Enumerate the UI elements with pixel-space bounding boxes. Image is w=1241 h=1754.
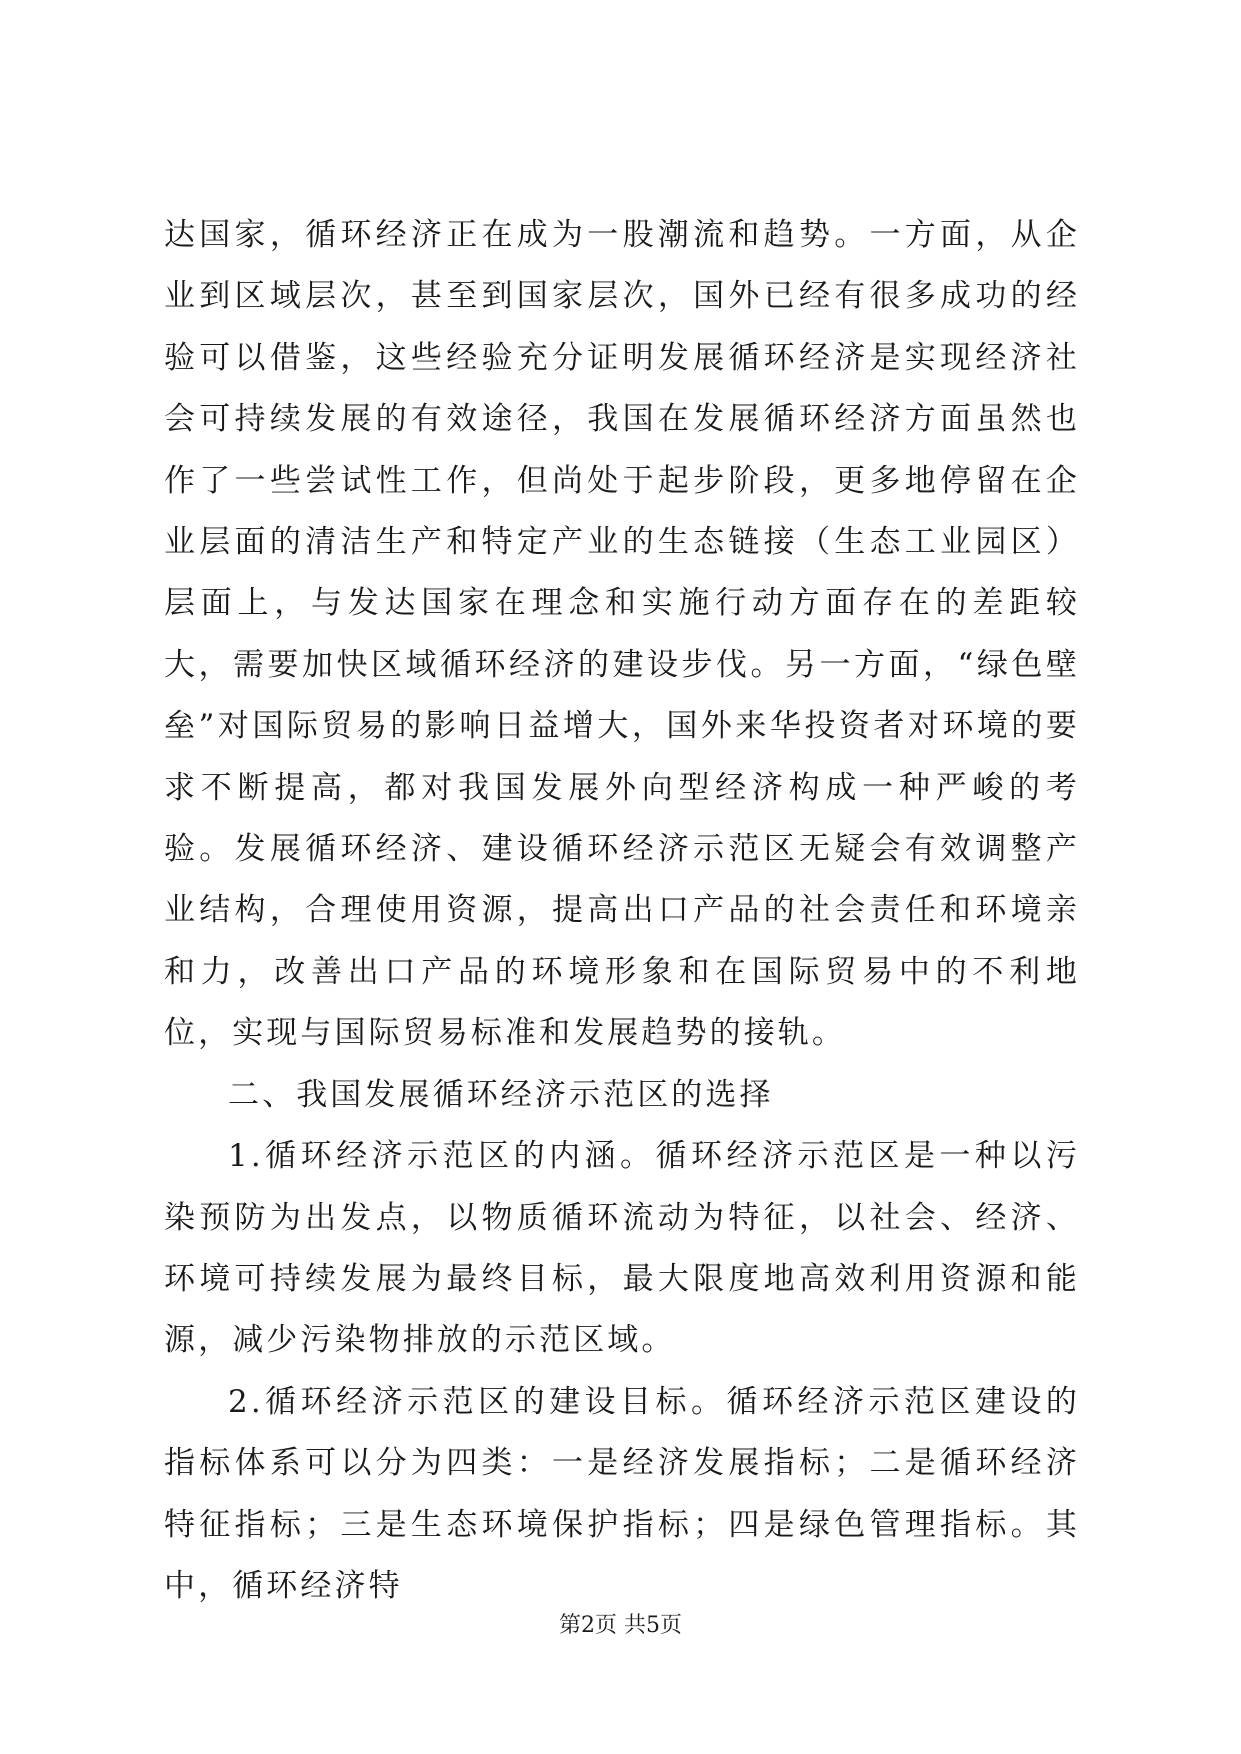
page-number-footer: 第2页 共5页 <box>559 1613 682 1638</box>
paragraph-item-2: 2.循环经济示范区的建设目标。循环经济示范区建设的指标体系可以分为四类：一是经济发展指标；二是循环经济特征指标；三是生态环境保护指标；四是绿色管理指标。其中，循环经济特 <box>164 1383 1080 1604</box>
paragraph-item-1: 1.循环经济示范区的内涵。循环经济示范区是一种以污染预防为出发点，以物质循环流动为特征，以社会、经济、环境可持续发展为最终目标，最大限度地高效利用资源和能源，减少污染物排放的示范区域。 <box>164 1138 1080 1359</box>
paragraph-continued: 达国家，循环经济正在成为一股潮流和趋势。一方面，从企业到区域层次，甚至到国家层次，国外已经有很多成功的经验可以借鉴，这些经验充分证明发展循环经济是实现经济社会可持续发展的有效途径，我国在发展循环经济方面虽然也作了一些尝试性工作，但尚处于起步阶段，更多地停留在企业层面的清洁生产和特定产业的生态链接（生态工业园区）层面上，与发达国家在理念和实施行动方面存在的差距较大，需要加快区域循环经济的建设步伐。另一方面，“绿色壁垒”对国际贸易的影响日益增大，国外来华投资者对环境的要求不断提高，都对我国发展外向型经济构成一种严峻的考验。发展循环经济、建设循环经济示范区无疑会有效调整产业结构，合理使用资源，提高出口产品的社会责任和环境亲和力，改善出口产品的环境形象和在国际贸易中的不利地位，实现与国际贸易标准和发展趋势的接轨。 <box>164 217 1080 1052</box>
document-body <box>164 205 1080 1617</box>
section-heading: 二、我国发展循环经济示范区的选择 <box>228 1076 774 1113</box>
